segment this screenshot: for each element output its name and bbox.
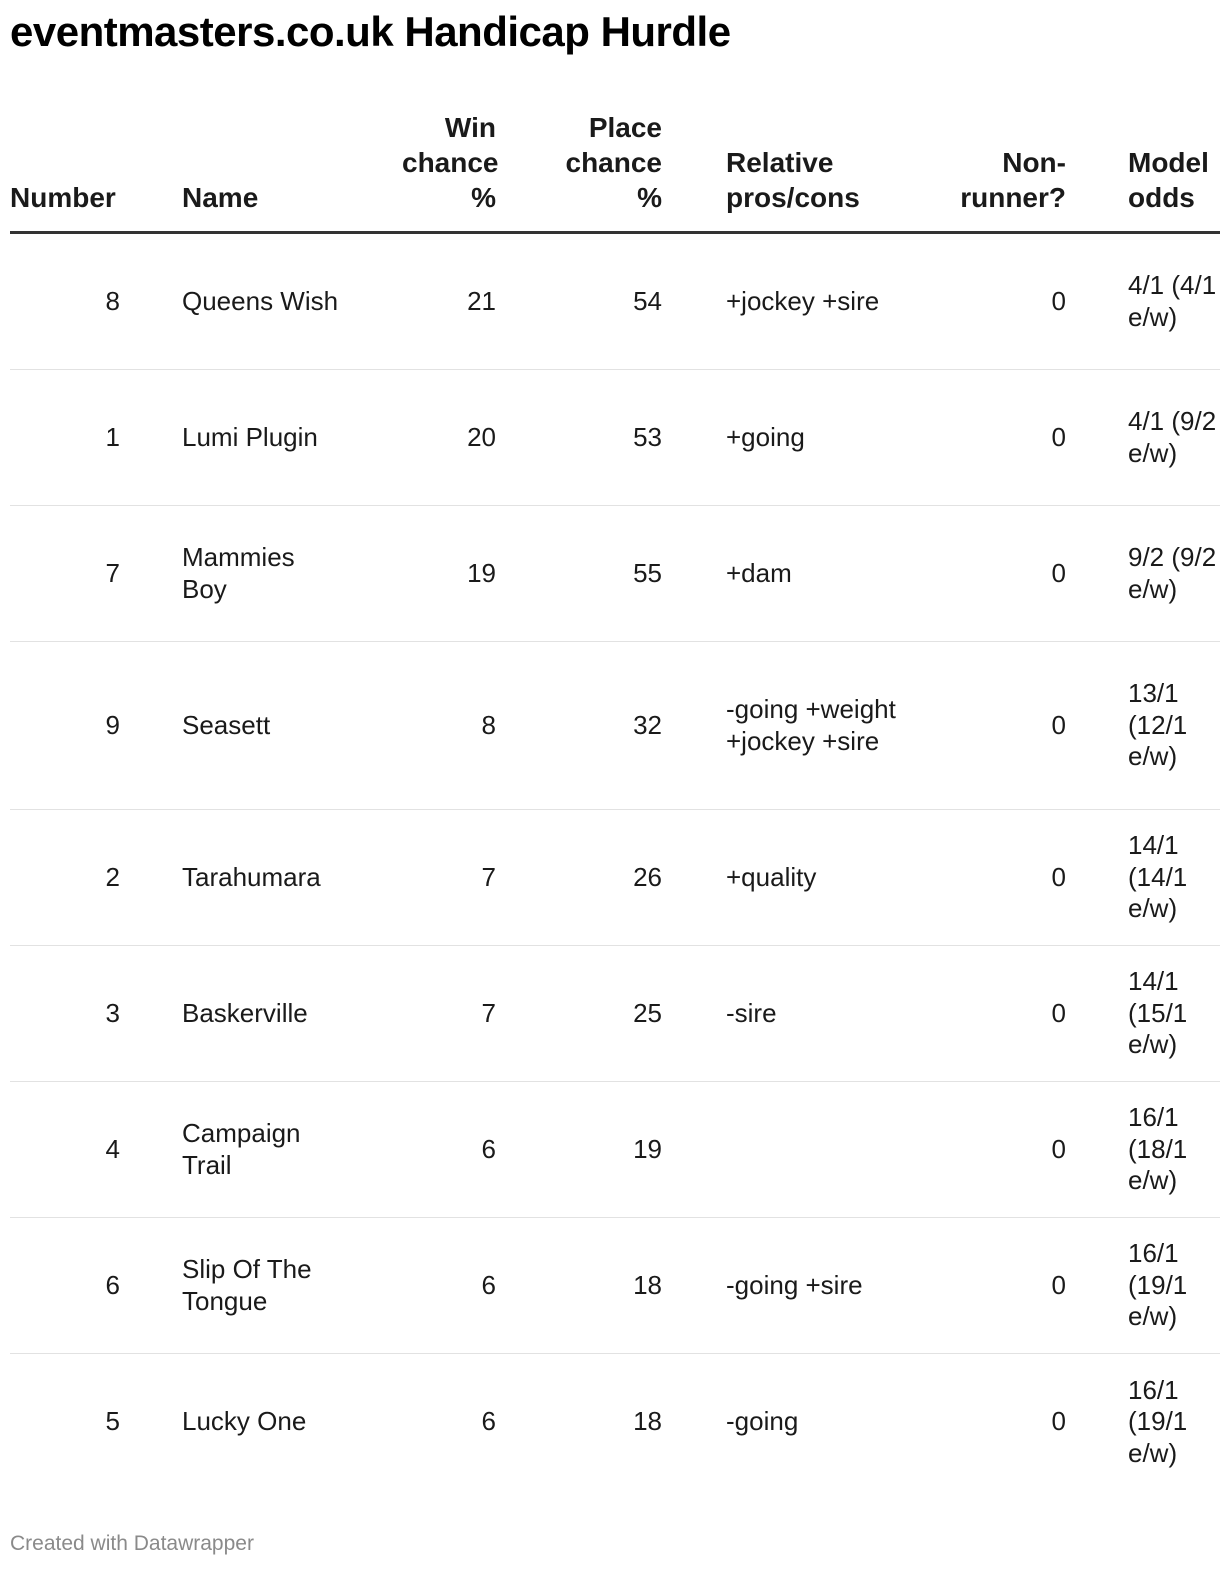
cell-place-chance: 25 bbox=[496, 946, 662, 1082]
cell-model-odds: 4/1 (9/2 e/w) bbox=[1128, 370, 1220, 506]
cell-win-chance: 7 bbox=[342, 810, 496, 946]
cell-name: Queens Wish bbox=[182, 233, 342, 370]
cell-number: 7 bbox=[10, 506, 120, 642]
footer-credit: Created with Datawrapper bbox=[10, 1532, 254, 1555]
cell-place-chance: 32 bbox=[496, 642, 662, 810]
header-place-chance[interactable]: Place chance % bbox=[496, 110, 662, 233]
cell-win-chance: 6 bbox=[342, 1218, 496, 1354]
cell-non-runner: 0 bbox=[1051, 1406, 1066, 1436]
cell-relative: -going +sire bbox=[726, 1218, 896, 1354]
cell-number: 5 bbox=[105, 1406, 120, 1436]
odds-table bbox=[10, 110, 1220, 1490]
header-model-odds[interactable]: Model odds bbox=[1128, 110, 1220, 233]
header-name[interactable]: Name bbox=[182, 110, 342, 233]
cell-relative: -going bbox=[726, 1406, 799, 1436]
cell-relative: +going bbox=[726, 370, 896, 506]
cell-win-chance: 19 bbox=[342, 506, 496, 642]
table-row bbox=[10, 1354, 1220, 1490]
cell-model-odds: 16/1 (18/1 e/w) bbox=[1128, 1082, 1220, 1218]
cell-name: Lucky One bbox=[182, 1406, 307, 1436]
header-non-runner[interactable]: Non-runner? bbox=[896, 110, 1066, 233]
cell-name: Seasett bbox=[182, 642, 342, 810]
cell-non-runner: 0 bbox=[896, 642, 1066, 810]
cell-model-odds: 9/2 (9/2 e/w) bbox=[1128, 506, 1220, 642]
table-row bbox=[10, 370, 1220, 506]
cell-number: 3 bbox=[10, 946, 120, 1082]
table-row bbox=[10, 1218, 1220, 1354]
table-row bbox=[10, 233, 1220, 370]
cell-win-chance: 21 bbox=[342, 233, 496, 370]
cell-name: Tarahumara bbox=[182, 810, 342, 946]
cell-number: 4 bbox=[10, 1082, 120, 1218]
cell-model-odds: 14/1 (14/1 e/w) bbox=[1128, 810, 1220, 946]
table-row bbox=[10, 506, 1220, 642]
cell-relative bbox=[726, 1082, 896, 1218]
cell-number: 6 bbox=[10, 1218, 120, 1354]
cell-model-odds: 4/1 (4/1 e/w) bbox=[1128, 233, 1220, 370]
cell-number: 8 bbox=[10, 233, 120, 370]
cell-relative: -sire bbox=[726, 946, 896, 1082]
cell-name: Lumi Plugin bbox=[182, 370, 342, 506]
cell-name: Baskerville bbox=[182, 946, 342, 1082]
cell-relative: -going +weight +jockey +sire bbox=[726, 642, 896, 810]
cell-name: Mammies Boy bbox=[182, 506, 342, 642]
cell-non-runner: 0 bbox=[896, 506, 1066, 642]
cell-place-chance: 18 bbox=[633, 1406, 662, 1436]
cell-place-chance: 55 bbox=[496, 506, 662, 642]
cell-name: Campaign Trail bbox=[182, 1082, 342, 1218]
table-row bbox=[10, 1082, 1220, 1218]
cell-non-runner: 0 bbox=[896, 233, 1066, 370]
header-relative[interactable]: Relative pros/cons bbox=[726, 110, 896, 233]
cell-win-chance: 20 bbox=[342, 370, 496, 506]
cell-relative: +dam bbox=[726, 506, 896, 642]
cell-place-chance: 18 bbox=[496, 1218, 662, 1354]
cell-name: Slip Of The Tongue bbox=[182, 1218, 342, 1354]
header-row bbox=[10, 110, 1220, 233]
cell-model-odds: 14/1 (15/1 e/w) bbox=[1128, 946, 1220, 1082]
cell-non-runner: 0 bbox=[896, 810, 1066, 946]
cell-relative: +jockey +sire bbox=[726, 233, 896, 370]
cell-place-chance: 26 bbox=[496, 810, 662, 946]
cell-non-runner: 0 bbox=[896, 946, 1066, 1082]
cell-place-chance: 53 bbox=[496, 370, 662, 506]
table-row bbox=[10, 810, 1220, 946]
cell-place-chance: 19 bbox=[496, 1082, 662, 1218]
cell-number: 2 bbox=[10, 810, 120, 946]
cell-number: 1 bbox=[10, 370, 120, 506]
cell-place-chance: 54 bbox=[496, 233, 662, 370]
cell-model-odds: 16/1 (19/1 e/w) bbox=[1128, 1218, 1220, 1354]
cell-win-chance: 6 bbox=[342, 1082, 496, 1218]
header-number[interactable]: Number bbox=[10, 110, 120, 233]
cell-non-runner: 0 bbox=[896, 1218, 1066, 1354]
chart-title: eventmasters.co.uk Handicap Hurdle bbox=[10, 8, 731, 55]
table-row bbox=[10, 642, 1220, 810]
cell-number: 9 bbox=[10, 642, 120, 810]
cell-win-chance: 8 bbox=[342, 642, 496, 810]
cell-model-odds: 13/1 (12/1 e/w) bbox=[1128, 642, 1220, 810]
cell-non-runner: 0 bbox=[896, 370, 1066, 506]
cell-win-chance: 7 bbox=[342, 946, 496, 1082]
cell-relative: +quality bbox=[726, 810, 896, 946]
cell-win-chance: 6 bbox=[481, 1406, 496, 1436]
cell-non-runner: 0 bbox=[896, 1082, 1066, 1218]
cell-model-odds: 16/1 (19/1 e/w) bbox=[1128, 1374, 1188, 1468]
header-win-chance[interactable]: Win chance % bbox=[342, 110, 496, 233]
table-row bbox=[10, 946, 1220, 1082]
